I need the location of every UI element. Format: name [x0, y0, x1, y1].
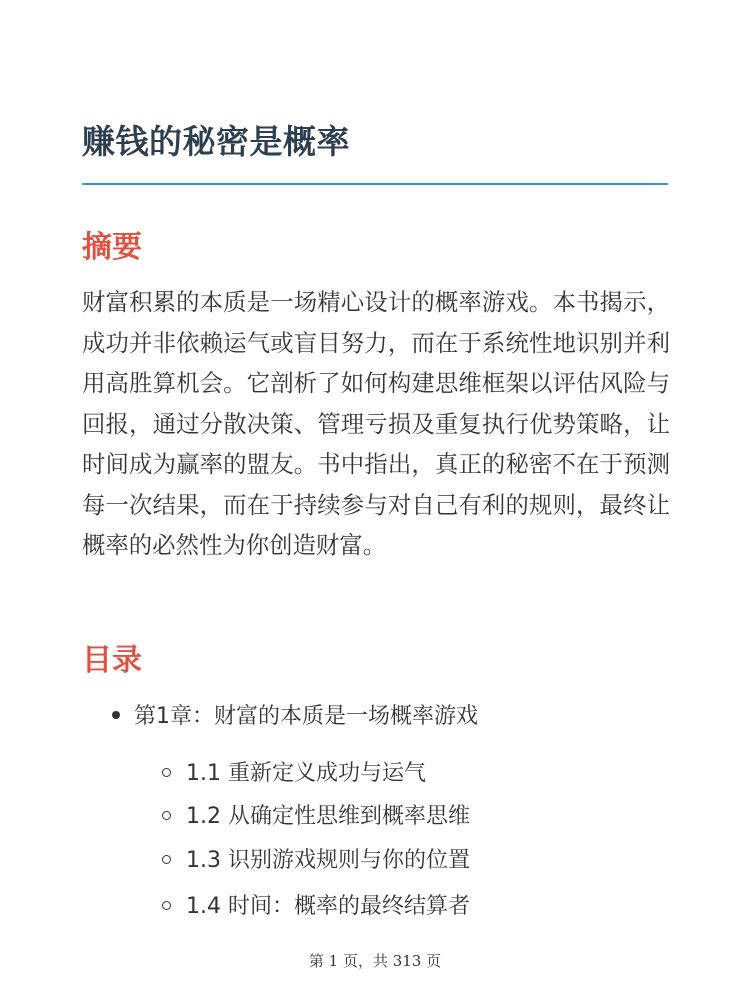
toc-section-item	[162, 757, 426, 791]
hollow-bullet-icon	[162, 901, 171, 910]
hollow-bullet-icon	[162, 855, 171, 864]
toc-heading: 目录	[82, 643, 142, 678]
toc-section-label: 1.1 重新定义成功与运气	[186, 761, 426, 786]
toc-chapter-label: 第1章：财富的本质是一场概率游戏	[134, 704, 478, 729]
toc-section-item	[162, 800, 470, 834]
bullet-icon	[112, 711, 120, 719]
toc-section-item	[162, 844, 470, 878]
title-divider	[82, 183, 668, 185]
hollow-bullet-icon	[162, 811, 171, 820]
page-title: 赚钱的秘密是概率	[82, 122, 350, 161]
toc-section-label: 1.2 从确定性思维到概率思维	[186, 804, 470, 829]
abstract-heading: 摘要	[82, 230, 142, 265]
page-number-footer: 第 1 页，共 313 页	[308, 952, 442, 970]
toc-chapter-item	[112, 700, 478, 734]
toc-section-label: 1.3 识别游戏规则与你的位置	[186, 848, 470, 873]
abstract-body: 财富积累的本质是一场精心设计的概率游戏。本书揭示，成功并非依赖运气或盲目努力，而在于系统性地识别并利用高胜算机会。它剖析了如何构建思维框架以评估风险与回报，通过分散决策、管理亏损及重复执行优势策略，让时间成为赢率的盟友。书中指出，真正的秘密不在于预测每一次结果，而在于持续参与对自己有利的规则，最终让概率的必然性为你创造财富。	[82, 288, 670, 559]
toc-section-item	[162, 890, 470, 924]
toc-section-label: 1.4 时间：概率的最终结算者	[186, 894, 470, 919]
hollow-bullet-icon	[162, 768, 171, 777]
